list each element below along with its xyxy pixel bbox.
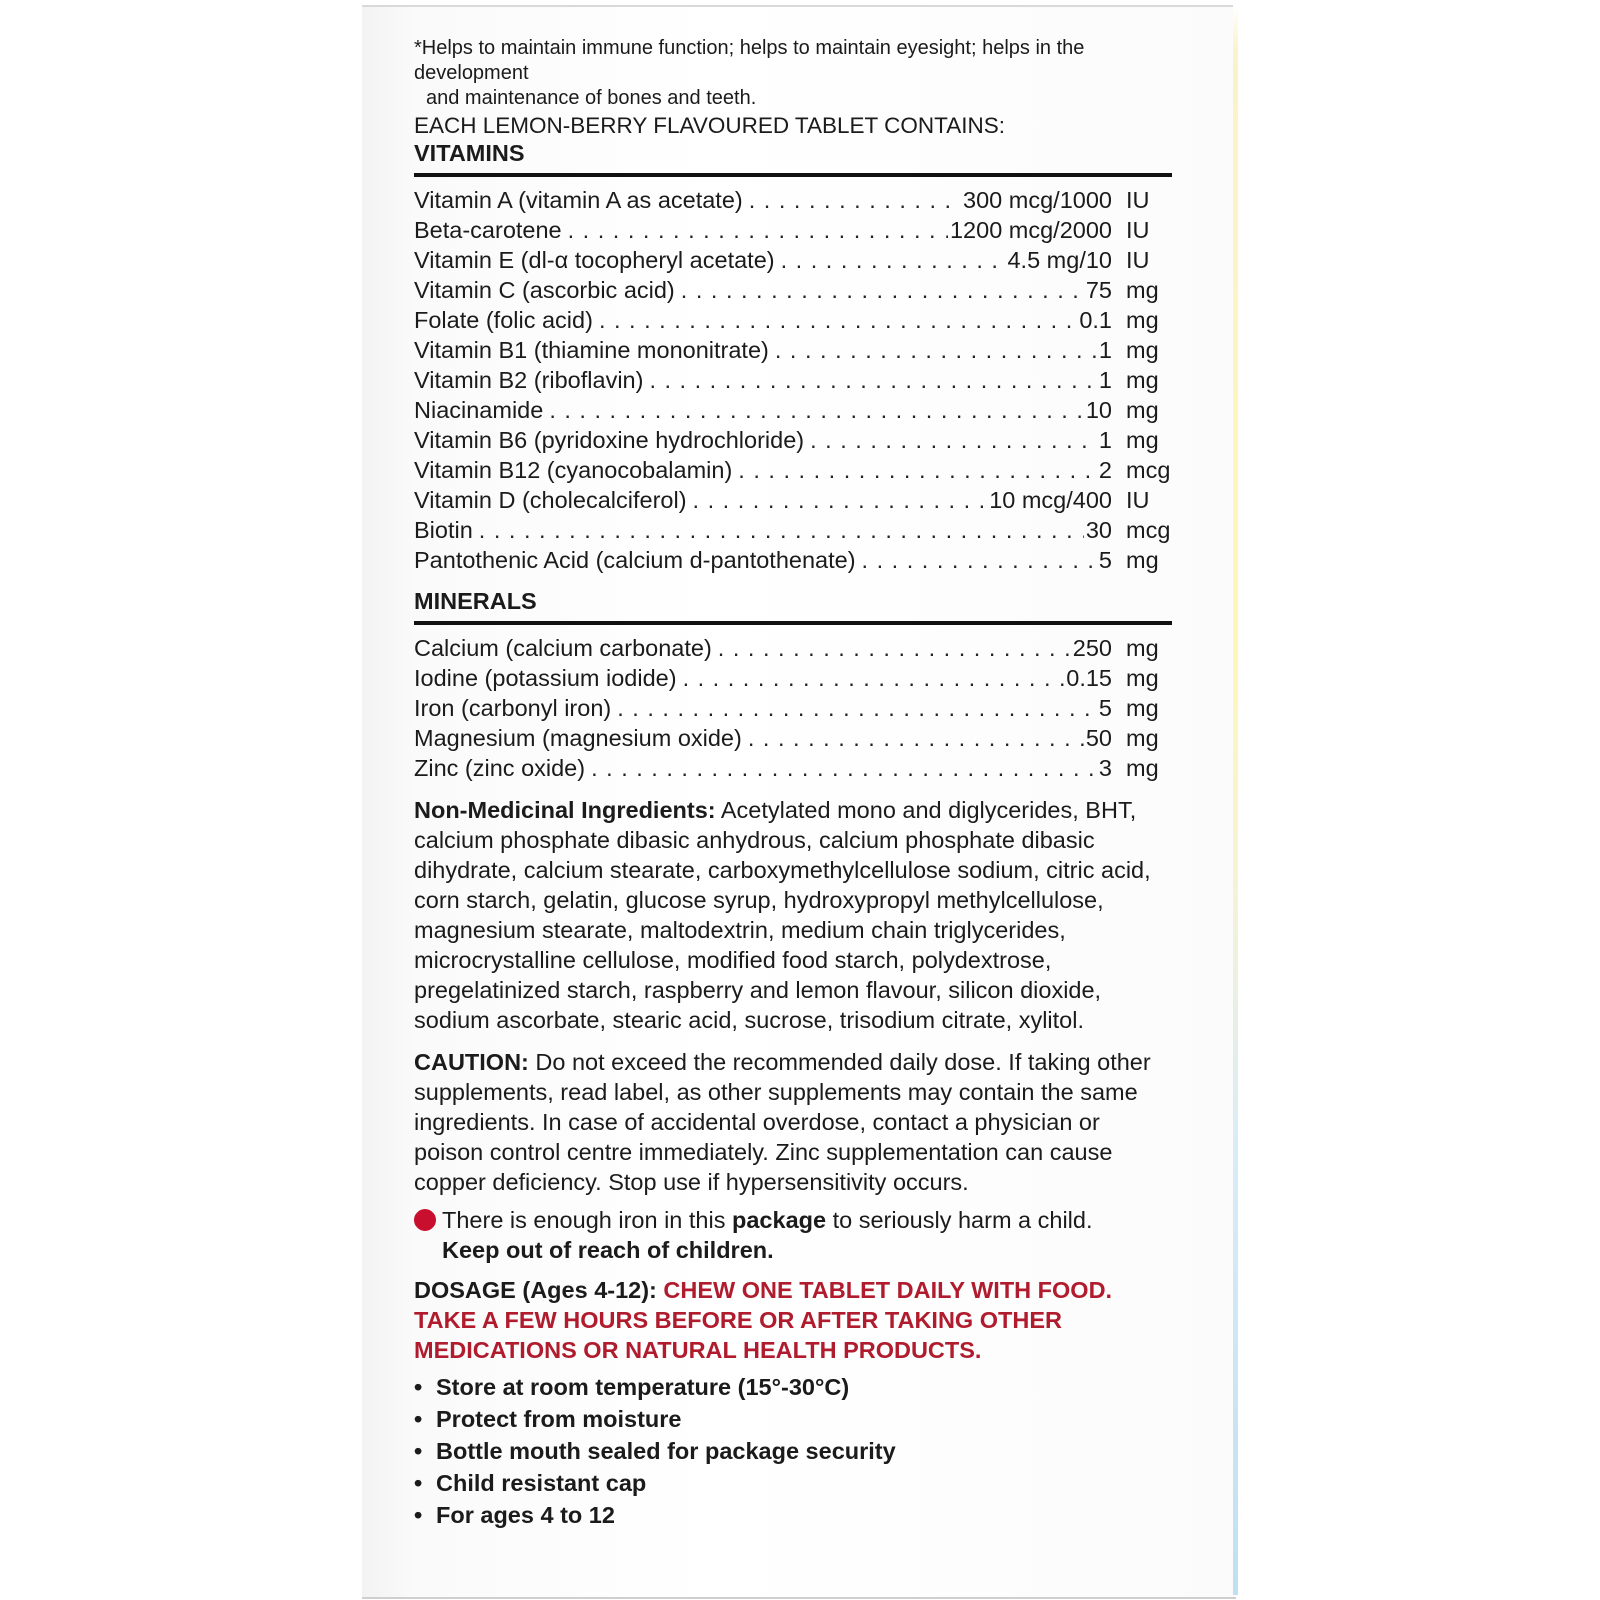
iron-warning-bold: package [732,1207,827,1233]
bullet-item: • For ages 4 to 12 [414,1499,1174,1531]
nutrient-row [414,245,1174,275]
nutrient-unit: mg [1126,307,1159,333]
vitamins-rule [414,173,1172,177]
nutrient-name: Magnesium (magnesium oxide) [414,725,742,751]
nutrient-row [414,185,1174,215]
nutrient-amount: 1 [1098,367,1112,393]
minerals-table [414,633,1174,783]
nutrient-unit: mg [1126,367,1159,393]
leader-dots [591,753,1097,783]
leader-dots [781,245,1006,275]
nutrient-amount: 2 [1098,457,1112,483]
nutrient-amount: 5 [1098,695,1112,721]
nutrient-unit: mg [1126,725,1159,751]
leader-dots [810,425,1097,455]
nutrient-amount: 3 [1098,755,1112,781]
caution [414,1047,1174,1197]
nutrient-row [414,663,1174,693]
footnote-line-2: and maintenance of bones and teeth. [426,87,757,109]
leader-dots [748,723,1084,753]
nutrient-amount: 0.1 [1079,307,1112,333]
nutrient-row [414,753,1174,783]
nutrient-name: Biotin [414,517,473,543]
iron-warning-before: There is enough iron in this [442,1207,732,1233]
leader-dots [549,395,1084,425]
nutrient-name: Beta-carotene [414,217,562,243]
nutrient-unit: mg [1126,665,1159,691]
nutrient-name: Calcium (calcium carbonate) [414,635,712,661]
label-content [414,36,1174,1531]
dosage [414,1275,1174,1365]
package-edge-strip [1233,5,1238,1595]
bullet-item: • Store at room temperature (15°-30°C) [414,1371,1174,1403]
nutrient-row [414,545,1174,575]
leader-dots [479,515,1084,545]
dosage-label: DOSAGE (Ages 4-12): [414,1277,664,1303]
nutrient-row [414,425,1174,455]
nutrient-row [414,365,1174,395]
nutrient-amount: 10 mcg/400 [989,487,1112,513]
nutrient-amount: 4.5 mg/10 [1007,247,1112,273]
bullet-item: • Protect from moisture [414,1403,1174,1435]
leader-dots [738,455,1097,485]
nutrient-unit: mg [1126,635,1159,661]
leader-dots [862,545,1097,575]
leader-dots [681,275,1084,305]
nutrient-unit: IU [1126,217,1150,243]
leader-dots [693,485,988,515]
nutrient-amount: 50 [1085,725,1112,751]
nutrient-unit: IU [1126,187,1150,213]
minerals-heading: MINERALS [414,588,537,614]
nutrient-name: Vitamin D (cholecalciferol) [414,487,687,513]
footnote [414,36,1174,111]
nutrient-name: Pantothenic Acid (calcium d-pantothenate) [414,547,856,573]
nutrient-unit: mcg [1126,457,1171,483]
nutrient-amount: 30 [1085,517,1112,543]
nutrient-unit: mg [1126,337,1159,363]
nutrient-row [414,485,1174,515]
nutrient-amount: 5 [1098,547,1112,573]
leader-dots [775,335,1097,365]
storage-bullets [414,1371,1174,1531]
iron-warning-text [442,1205,1093,1265]
bullet-item: • Bottle mouth sealed for package security [414,1435,1174,1467]
iron-warning-after: to seriously harm a child. [826,1207,1093,1233]
nutrient-name: Folate (folic acid) [414,307,593,333]
caution-label: CAUTION: [414,1049,529,1075]
leader-dots [617,693,1097,723]
each-tablet-contains: EACH LEMON-BERRY FLAVOURED TABLET CONTAINS: [414,113,1005,138]
nutrient-name: Zinc (zinc oxide) [414,755,586,781]
non-medicinal-ingredients [414,795,1174,1035]
nutrient-row [414,515,1174,545]
nutrient-name: Vitamin B2 (riboflavin) [414,367,644,393]
nutrient-amount: 0.15 [1066,665,1112,691]
nutrient-unit: mg [1126,755,1159,781]
leader-dots [718,633,1071,663]
nutrient-row [414,275,1174,305]
footnote-line-1: *Helps to maintain immune function; helps to maintain eyesight; helps in the development [414,37,1085,84]
bullet-item: • Child resistant cap [414,1467,1174,1499]
nutrient-unit: mg [1126,547,1159,573]
minerals-rule [414,621,1172,625]
nutrient-row [414,395,1174,425]
leader-dots [568,215,948,245]
nutrient-amount: 250 [1072,635,1112,661]
leader-dots [749,185,961,215]
nutrient-amount: 1200 mcg/2000 [949,217,1112,243]
nutrient-unit: IU [1126,247,1150,273]
nutrient-unit: mg [1126,397,1159,423]
nutrient-row [414,215,1174,245]
nutrient-row [414,335,1174,365]
nutrient-row [414,455,1174,485]
keep-out-of-reach: Keep out of reach of children. [442,1237,774,1263]
nutrient-unit: mg [1126,695,1159,721]
nutrient-name: Vitamin B6 (pyridoxine hydrochloride) [414,427,805,453]
vitamins-heading: VITAMINS [414,140,525,166]
nutrient-unit: mg [1126,277,1159,303]
nutrient-amount: 75 [1085,277,1112,303]
non-medicinal-text: Acetylated mono and diglycerides, BHT, calcium phosphate dibasic anhydrous, calcium phosphate dibasic dihydrate, calcium stearate, carboxymethylcellulose sodium, citric acid, corn starch, gelatin, glucose syrup, hydroxypropyl methylcellulose, magnesium stearate, maltodextrin, medium chain triglycerides, microcrystalline cellulose, modified food starch, polydextrose, pregelatinized starch, raspberry and lemon flavour, silicon dioxide, sodium ascorbate, stearic acid, sucrose, trisodium citrate, xylitol. [414,797,1151,1033]
nutrient-name: Vitamin B12 (cyanocobalamin) [414,457,733,483]
nutrient-row [414,723,1174,753]
caution-text: Do not exceed the recommended daily dose. If taking other supplements, read label, as other supplements may contain the same ingredients. In case of accidental overdose, contact a physician or poison control centre immediately. Zinc supplementation can cause copper deficiency. Stop use if hypersensitivity occurs. [414,1049,1151,1195]
leader-dots [599,305,1077,335]
non-medicinal-label: Non-Medicinal Ingredients: [414,797,716,823]
leader-dots [683,663,1065,693]
iron-warning [414,1205,1174,1265]
nutrient-unit: mcg [1126,517,1171,543]
nutrient-row [414,693,1174,723]
nutrient-amount: 10 [1085,397,1112,423]
nutrient-name: Iodine (potassium iodide) [414,665,677,691]
leader-dots [649,365,1096,395]
nutrient-row [414,633,1174,663]
nutrient-name: Niacinamide [414,397,544,423]
nutrient-name: Vitamin B1 (thiamine mononitrate) [414,337,769,363]
nutrient-row [414,305,1174,335]
nutrient-amount: 300 mcg/1000 [963,187,1112,213]
nutrient-name: Vitamin C (ascorbic acid) [414,277,675,303]
stop-sign-icon [414,1209,436,1231]
nutrient-unit: IU [1126,487,1150,513]
nutrient-amount: 1 [1098,427,1112,453]
dosage-instruction: CHEW ONE TABLET DAILY WITH FOOD. TAKE A FEW HOURS BEFORE OR AFTER TAKING OTHER MEDICATIONS OR NATURAL HEALTH PRODUCTS. [414,1277,1113,1363]
nutrient-amount: 1 [1098,337,1112,363]
nutrient-name: Vitamin E (dl-α tocopheryl acetate) [414,247,775,273]
nutrient-unit: mg [1126,427,1159,453]
nutrient-name: Iron (carbonyl iron) [414,695,612,721]
vitamins-table [414,185,1174,575]
nutrient-name: Vitamin A (vitamin A as acetate) [414,187,743,213]
